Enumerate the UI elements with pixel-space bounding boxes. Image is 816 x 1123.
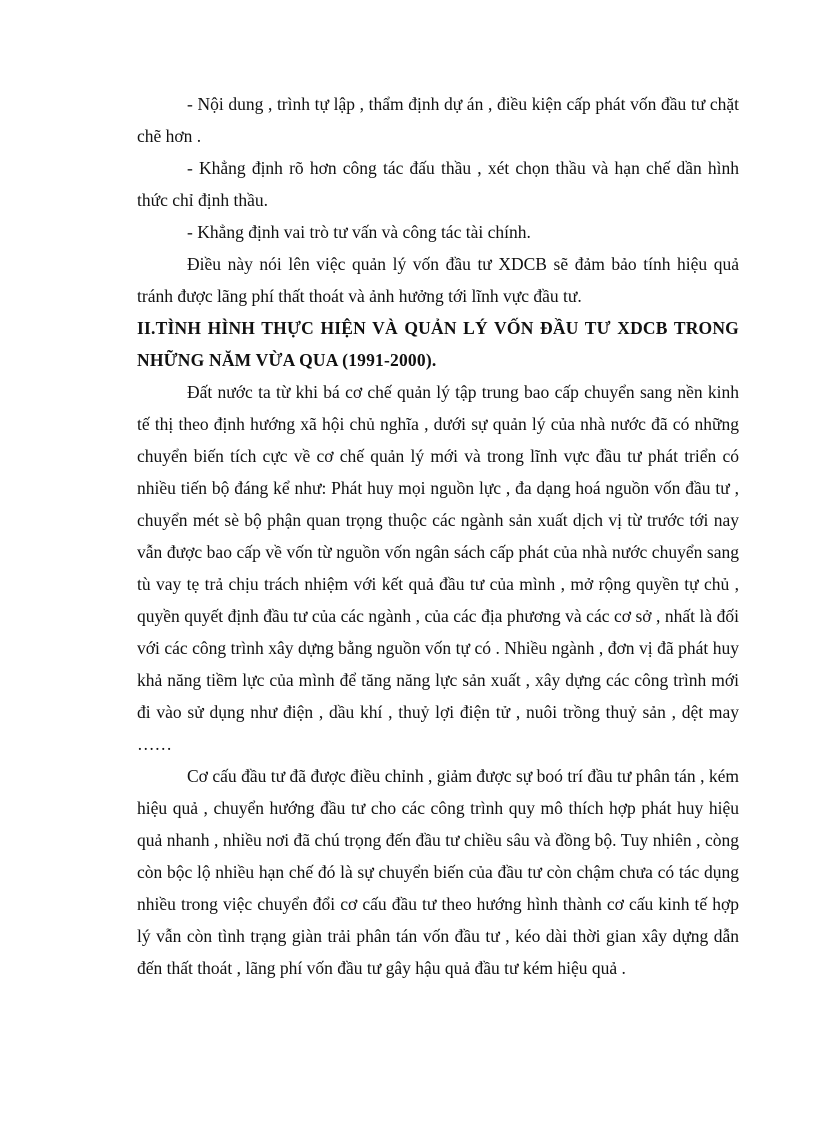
bullet-paragraph-2: - Khẳng định rõ hơn công tác đấu thầu , xét chọn thầu và hạn chế dần hình thức chỉ định thầu.	[137, 158, 739, 210]
document-body	[137, 88, 739, 984]
section-heading: II.TÌNH HÌNH THỰC HIỆN VÀ QUẢN LÝ VỐN ĐẦU TƯ XDCB TRONG NHỮNG NĂM VỪA QUA (1991-2000).	[137, 318, 739, 370]
summary-paragraph: Điều này nói lên việc quản lý vốn đầu tư XDCB sẽ đảm bảo tính hiệu quả tránh được lãng phí thất thoát và ảnh hưởng tới lĩnh vực đầu tư.	[137, 254, 739, 306]
body-paragraph-1: Đất nước ta từ khi bá cơ chế quản lý tập trung bao cấp chuyển sang nền kinh tế thị theo định hướng xã hội chủ nghĩa , dưới sự quản lý của nhà nước đã có những chuyển biến tích cực về cơ chế quản lý mới và trong lĩnh vực đầu tư phát triển có nhiều tiến bộ đáng kể như: Phát huy mọi nguồn lực , đa dạng hoá nguồn vốn đầu tư , chuyển mét sè bộ phận quan trọng thuộc các ngành sản xuất dịch vị từ trước tới nay vẫn được bao cấp về vốn từ nguồn vốn ngân sách cấp phát của nhà nước chuyển sang tù vay tẹ trả chịu trách nhiệm với kết quả đầu tư của mình , mở rộng quyền tự chủ , quyền quyết định đầu tư của các ngành , của các địa phương và các cơ sở , nhất là đối với các công trình xây dựng bằng nguồn vốn tự có . Nhiều ngành , đơn vị đã phát huy khả năng tiềm lực của mình để tăng năng lực sản xuất , xây dựng các công trình mới đi vào sử dụng như điện , dầu khí , thuỷ lợi điện tử , nuôi trồng thuỷ sản , dệt may ……	[137, 382, 739, 754]
bullet-paragraph-3: - Khẳng định vai trò tư vấn và công tác tài chính.	[187, 222, 531, 242]
bullet-paragraph-1: - Nội dung , trình tự lập , thẩm định dự án , điều kiện cấp phát vốn đầu tư chặt chẽ hơn .	[137, 94, 739, 146]
body-paragraph-2: Cơ cấu đầu tư đã được điều chỉnh , giảm được sự boó trí đầu tư phân tán , kém hiệu quả , chuyển hướng đầu tư cho các công trình quy mô thích hợp phát huy hiệu quả nhanh , nhiều nơi đã chú trọng đến đầu tư chiều sâu và đồng bộ. Tuy nhiên , còng còn bộc lộ nhiều hạn chế đó là sự chuyển biến của đầu tư còn chậm chưa có tác dụng nhiều trong việc chuyển đổi cơ cấu đầu tư theo hướng hình thành cơ cấu kinh tế hợp lý vẫn còn tình trạng giàn trải phân tán vốn đầu tư , kéo dài thời gian xây dựng dẫn đến thất thoát , lãng phí vốn đầu tư gây hậu quả đầu tư kém hiệu quả .	[137, 766, 739, 978]
